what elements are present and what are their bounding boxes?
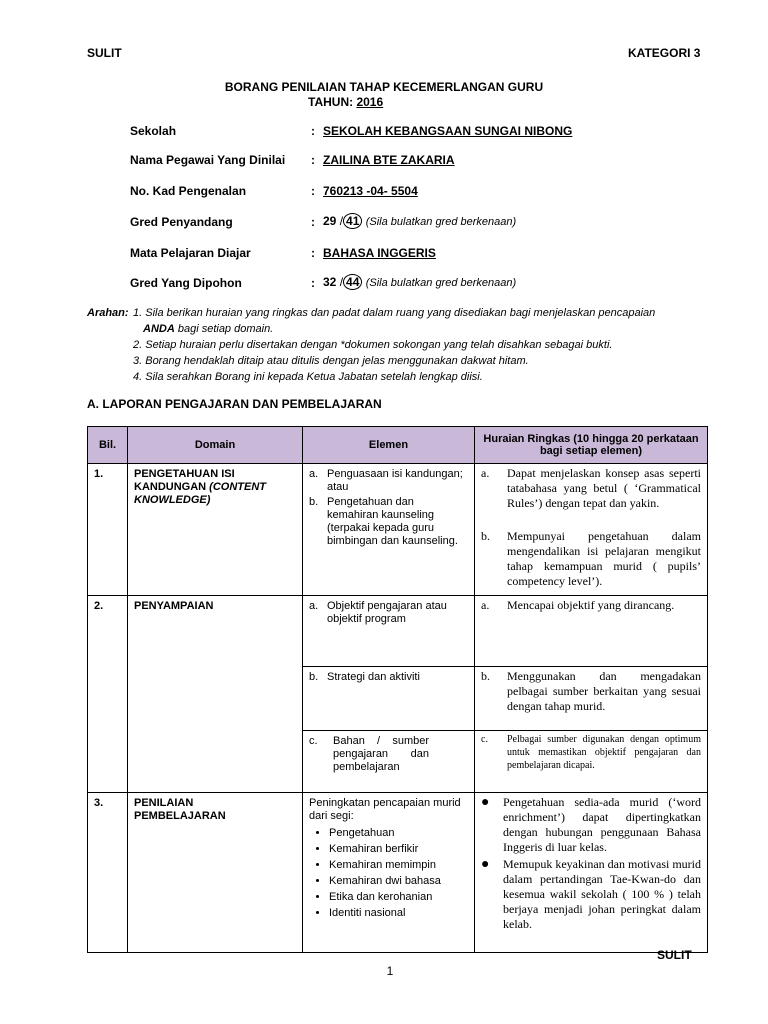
header-huraian: Huraian Ringkas (10 hingga 20 perkataan bagi setiap elemen) — [475, 427, 708, 464]
grade-note: (Sila bulatkan gred berkenaan) — [365, 277, 517, 289]
huraian-cell — [475, 596, 707, 615]
domain-name: PENILAIAN PEMBELAJARAN — [134, 797, 226, 822]
field-value-kad: 760213 -04- 5504 — [323, 184, 418, 198]
elemen-cell — [303, 596, 474, 630]
instructions — [87, 305, 707, 385]
instructions-label: Arahan: — [87, 307, 129, 319]
field-value-sekolah: SEKOLAH KEBANGSAAN SUNGAI NIBONG — [323, 124, 573, 138]
list-item: • Kemahiran dwi bahasa — [329, 873, 468, 889]
header-category: KATEGORI 3 — [628, 46, 701, 60]
huraian-item: b. Mempunyai pengetahuan dalam mengendalikan isi pelajaran mengikut tahap kemampuan murid ( pupils’ competency level’). — [481, 529, 701, 588]
huraian-item: c. Pelbagai sumber digunakan dengan optimum untuk memastikan objektif pengajaran dan pembelajaran dicapai. — [481, 734, 701, 771]
header-sulit: SULIT — [87, 46, 122, 60]
huraian-item: ● Memupuk keyakinan dan motivasi murid dalam pertandingan Tae-Kwan-do dan kesemua wakil sekolah ( 100 % ) telah berjaya menjadi johan peringkat dalam kelab. — [481, 857, 701, 931]
table-row — [88, 464, 708, 596]
huraian-item: a. Dapat menjelaskan konsep asas seperti tatabahasa yang betul ( ‘Grammatical Rules’) dengan tepat dan yakin. — [481, 466, 701, 510]
grade-option: 29 — [323, 214, 337, 228]
grade-option-circled: 44 — [343, 274, 362, 290]
form-title: BORANG PENILAIAN TAHAP KECEMERLANGAN GURU — [224, 80, 544, 94]
huraian-cell — [475, 731, 707, 774]
elemen-intro: Peningkatan pencapaian murid dari segi: — [309, 797, 461, 822]
huraian-cell — [475, 464, 707, 595]
elemen-cell — [303, 464, 474, 552]
grade-penyandang: 29 / 41 (Sila bulatkan gred berkenaan) — [323, 214, 517, 228]
field-colon: : — [311, 184, 315, 198]
assessment-table — [87, 426, 708, 953]
field-label-mata-pelajaran: Mata Pelajaran Diajar — [130, 246, 251, 260]
huraian-item: ● Pengetahuan sedia-ada murid (‘word enrichment’) dapat dipertingkatkan dengan hubungan penggunaan Bahasa Inggeris di luar kelas. — [481, 795, 701, 854]
list-item: • Pengetahuan — [329, 825, 468, 841]
instruction-1: 1. Sila berikan huraian yang ringkas dan padat dalam ruang yang disediakan bagi menjelaskan pencapaian — [133, 307, 656, 319]
field-colon: : — [311, 215, 315, 229]
bullet-icon: ● — [481, 795, 490, 810]
instruction-4: 4. Sila serahkan Borang ini kepada Ketua Jabatan setelah lengkap diisi. — [133, 371, 483, 383]
domain-name: PENGETAHUAN ISI KANDUNGAN — [134, 468, 235, 493]
field-colon: : — [311, 124, 315, 138]
table-row — [88, 596, 708, 667]
huraian-item: a. Mencapai objektif yang dirancang. — [481, 598, 675, 612]
footer-sulit: SULIT — [657, 948, 692, 962]
instruction-1-cont: bagi setiap domain. — [177, 323, 274, 335]
huraian-cell — [475, 793, 707, 934]
field-colon: : — [311, 276, 315, 290]
field-label-gred-dipohon: Gred Yang Dipohon — [130, 276, 242, 290]
list-item: • Kemahiran berfikir — [329, 841, 468, 857]
table-row — [88, 793, 708, 953]
header-bil: Bil. — [88, 427, 128, 464]
huraian-cell — [475, 667, 707, 716]
elemen-cell — [303, 793, 474, 925]
header-elemen: Elemen — [303, 427, 475, 464]
year-line — [308, 95, 383, 109]
instruction-3: 3. Borang hendaklah ditaip atau ditulis dengan jelas menggunakan dakwat hitam. — [133, 355, 529, 367]
domain-cell — [128, 464, 302, 511]
field-value-mata-pelajaran: BAHASA INGGERIS — [323, 246, 436, 260]
elemen-list — [309, 825, 468, 921]
page-number: 1 — [386, 964, 394, 978]
grade-option: 32 — [323, 275, 337, 289]
list-item: • Etika dan kerohanian — [329, 889, 468, 905]
row-number: 1. — [94, 468, 104, 480]
section-title: A. LAPORAN PENGAJARAN DAN PEMBELAJARAN — [87, 397, 382, 411]
field-colon: : — [311, 153, 315, 167]
grade-dipohon: 32 / 44 (Sila bulatkan gred berkenaan) — [323, 275, 517, 289]
row-number: 3. — [94, 797, 104, 809]
field-value-nama: ZAILINA BTE ZAKARIA — [323, 153, 455, 167]
field-label-kad: No. Kad Pengenalan — [130, 184, 247, 198]
year-label: TAHUN: — [308, 95, 354, 109]
elemen-item: b. Strategi dan aktiviti — [309, 671, 420, 683]
year-value: 2016 — [356, 95, 384, 109]
elemen-item: b. Pengetahuan dan kemahiran kaunseling (terpakai kepada guru bimbingan dan kaunseling. — [309, 496, 458, 547]
elemen-cell — [303, 667, 474, 688]
grade-note: (Sila bulatkan gred berkenaan) — [365, 216, 517, 228]
instruction-2: 2. Setiap huraian perlu disertakan dengan *dokumen sokongan yang telah disahkan sebagai bukti. — [133, 339, 613, 351]
elemen-item: c. Bahan / sumber pengajaran dan pembelajaran — [309, 735, 429, 773]
domain-name: PENYAMPAIAN — [134, 600, 214, 612]
grade-option-circled: 41 — [343, 213, 362, 229]
field-colon: : — [311, 246, 315, 260]
list-item: • Identiti nasional — [329, 905, 468, 921]
row-number: 2. — [94, 600, 104, 612]
bullet-icon: ● — [481, 857, 490, 872]
huraian-item: b. Menggunakan dan mengadakan pelbagai sumber berkaitan yang sesuai dengan tahap murid. — [481, 669, 701, 713]
elemen-cell — [303, 731, 474, 778]
field-label-nama: Nama Pegawai Yang Dinilai — [130, 153, 286, 167]
domain-english: (CONTENT KNOWLEDGE) — [134, 481, 266, 506]
table-header-row — [88, 427, 708, 464]
header-domain: Domain — [128, 427, 303, 464]
instruction-1-emphasis: ANDA — [143, 323, 175, 335]
field-label-gred-penyandang: Gred Penyandang — [130, 215, 233, 229]
list-item: • Kemahiran memimpin — [329, 857, 468, 873]
elemen-item: a. Penguasaan isi kandungan; atau — [309, 468, 463, 493]
field-label-sekolah: Sekolah — [130, 124, 177, 138]
elemen-item: a. Objektif pengajaran atau objektif program — [309, 600, 447, 625]
